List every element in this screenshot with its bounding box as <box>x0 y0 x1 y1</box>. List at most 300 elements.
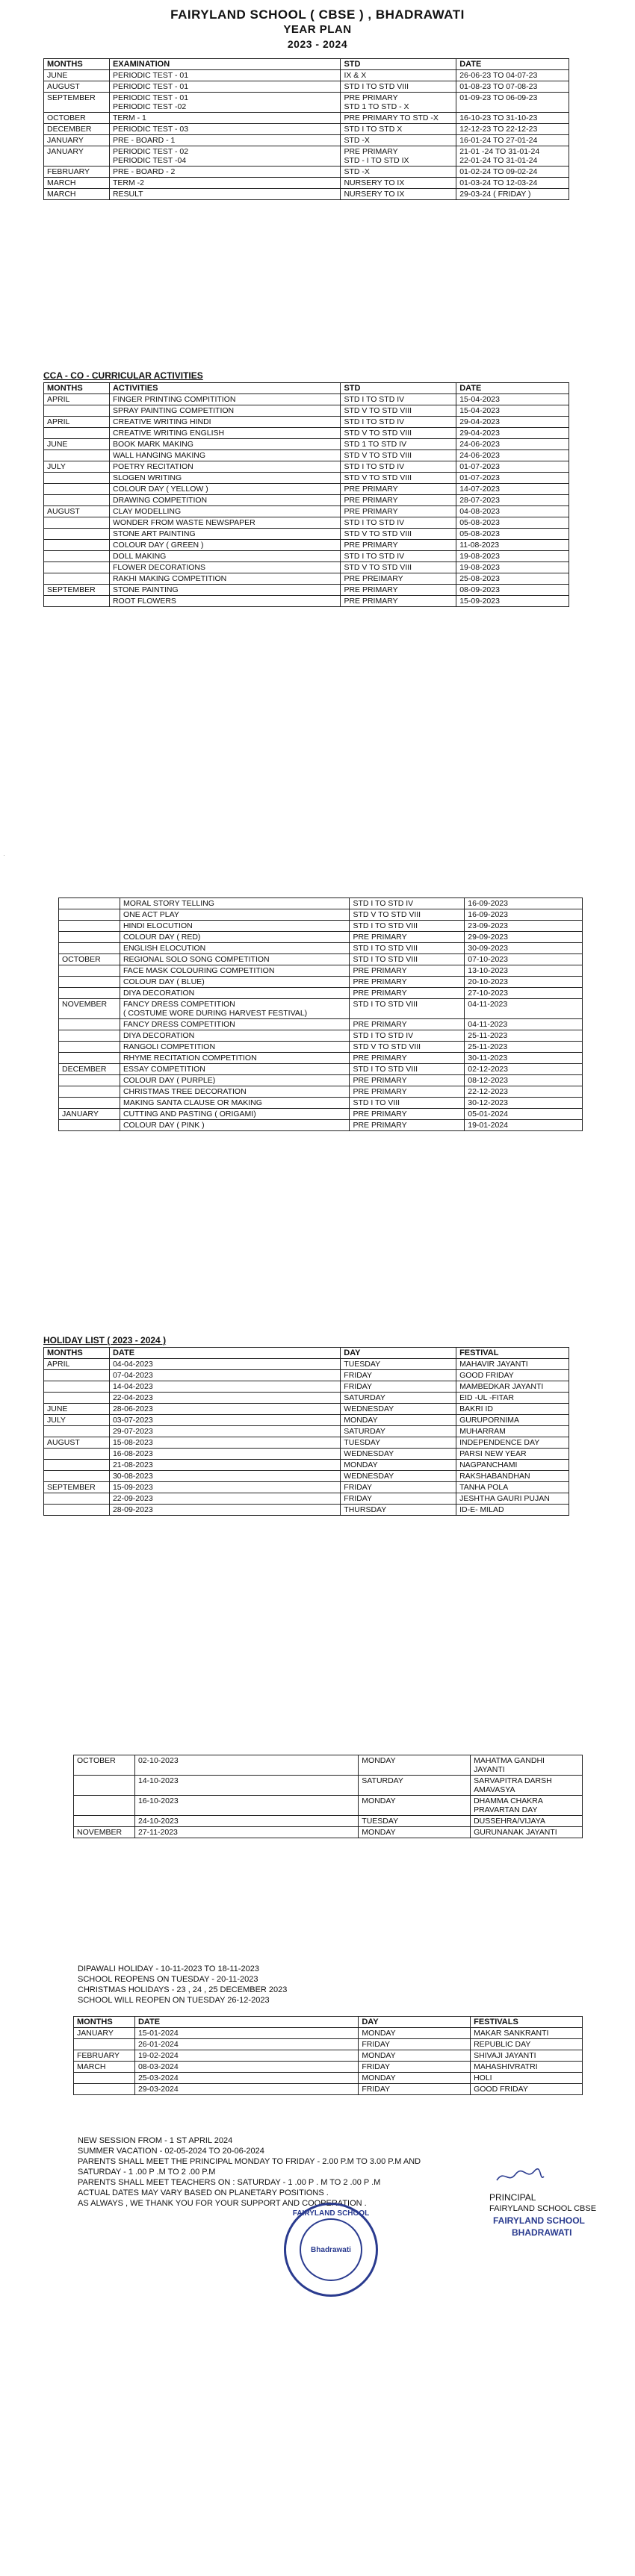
table-cell: 26-01-2024 <box>134 2039 358 2050</box>
table-row <box>44 113 569 124</box>
scan-mark: · <box>3 851 5 859</box>
table-cell: SHIVAJI JAYANTI <box>471 2050 583 2062</box>
table-cell: GOOD FRIDAY <box>456 1370 569 1381</box>
table-cell: 19-02-2024 <box>134 2050 358 2062</box>
table-cell: FRIDAY <box>341 1381 456 1393</box>
table-row <box>59 988 583 999</box>
table-cell: RAKHI MAKING COMPETITION <box>109 573 340 585</box>
holiday-title: HOLIDAY LIST ( 2023 - 2024 ) <box>43 1335 167 1345</box>
table-cell: JESHTHA GAURI PUJAN <box>456 1493 569 1505</box>
table-cell: MORAL STORY TELLING <box>120 898 350 909</box>
column-header: DAY <box>341 1348 456 1359</box>
table-cell <box>74 1816 135 1827</box>
table-cell: PRE PRIMARY <box>350 1120 465 1131</box>
table-cell: 01-07-2023 <box>456 473 569 484</box>
table-row <box>74 1776 583 1796</box>
column-header: DAY <box>359 2017 471 2028</box>
table-cell: 05-08-2023 <box>456 529 569 540</box>
table-cell: PRE PRIMARY <box>350 1075 465 1086</box>
table-row <box>59 943 583 954</box>
table-row <box>44 484 569 495</box>
table-cell: COLOUR DAY ( PURPLE) <box>120 1075 350 1086</box>
table-cell: JUNE <box>44 439 110 450</box>
table-row <box>59 1075 583 1086</box>
table-cell: PRE - BOARD - 1 <box>109 135 340 146</box>
column-header: MONTHS <box>44 383 110 394</box>
table-cell: ONE ACT PLAY <box>120 909 350 921</box>
table-cell <box>59 965 120 977</box>
table-cell <box>44 517 110 529</box>
table-cell: 28-09-2023 <box>109 1505 340 1516</box>
table-cell: 04-11-2023 <box>465 999 583 1019</box>
table-cell <box>74 1776 135 1796</box>
table-row <box>44 93 569 113</box>
table-cell: AUGUST <box>44 1437 110 1449</box>
table-cell: MONDAY <box>359 2028 471 2039</box>
table-cell <box>44 484 110 495</box>
table-cell: PERIODIC TEST - 02 PERIODIC TEST -04 <box>109 146 340 167</box>
table-cell: COLOUR DAY ( GREEN ) <box>109 540 340 551</box>
table-cell: 03-07-2023 <box>109 1415 340 1426</box>
principal-signature <box>493 2165 545 2188</box>
holiday-table-continued <box>73 1755 583 1838</box>
table-cell: PERIODIC TEST - 01 <box>109 70 340 81</box>
table-cell: 25-08-2023 <box>456 573 569 585</box>
table-cell: 04-08-2023 <box>456 506 569 517</box>
table-cell <box>44 473 110 484</box>
plan-year: 2023 - 2024 <box>287 38 348 50</box>
table-cell: 30-11-2023 <box>465 1053 583 1064</box>
table-cell <box>59 1053 120 1064</box>
table-cell: 15-09-2023 <box>109 1482 340 1493</box>
table-cell <box>44 1381 110 1393</box>
table-cell: 16-10-2023 <box>134 1796 358 1816</box>
table-cell: FACE MASK COLOURING COMPETITION <box>120 965 350 977</box>
table-cell: FRIDAY <box>341 1482 456 1493</box>
table-cell: DOLL MAKING <box>109 551 340 562</box>
holiday-table-2024 <box>73 2016 583 2095</box>
table-cell: APRIL <box>44 1359 110 1370</box>
table-cell: NURSERY TO IX <box>341 189 456 200</box>
table-cell: RANGOLI COMPETITION <box>120 1042 350 1053</box>
table-cell: POETRY RECITATION <box>109 461 340 473</box>
table-cell <box>59 977 120 988</box>
table-row <box>74 2028 583 2039</box>
table-cell <box>44 573 110 585</box>
table-cell: BOOK MARK MAKING <box>109 439 340 450</box>
table-cell: 25-11-2023 <box>465 1042 583 1053</box>
table-cell: STD I TO STD VIII <box>350 1064 465 1075</box>
table-cell: 29-04-2023 <box>456 417 569 428</box>
table-cell: AUGUST <box>44 506 110 517</box>
table-cell: JANUARY <box>44 146 110 167</box>
table-cell: 11-08-2023 <box>456 540 569 551</box>
table-cell: INDEPENDENCE DAY <box>456 1437 569 1449</box>
table-cell <box>59 932 120 943</box>
table-row <box>74 2062 583 2073</box>
table-cell: MONDAY <box>359 1796 471 1816</box>
table-cell: OCTOBER <box>44 113 110 124</box>
exam-table-header <box>44 59 569 70</box>
table-row <box>44 551 569 562</box>
table-row <box>59 999 583 1019</box>
table-cell: DIYA DECORATION <box>120 1030 350 1042</box>
table-row <box>44 1482 569 1493</box>
table-cell: FRIDAY <box>341 1370 456 1381</box>
table-row <box>44 124 569 135</box>
column-header: MONTHS <box>44 1348 110 1359</box>
table-cell <box>44 1426 110 1437</box>
school-name: FAIRYLAND SCHOOL ( CBSE ) , BHADRAWATI <box>170 7 465 22</box>
table-cell: SEPTEMBER <box>44 1482 110 1493</box>
table-cell: TUESDAY <box>359 1816 471 1827</box>
table-cell: PRE PRIMARY TO STD -X <box>341 113 456 124</box>
cca-table-continued <box>58 897 583 1131</box>
table-cell <box>59 898 120 909</box>
column-header: ACTIVITIES <box>109 383 340 394</box>
table-row <box>59 977 583 988</box>
table-cell: 02-10-2023 <box>134 1755 358 1776</box>
table-cell: SARVAPITRA DARSH AMAVASYA <box>471 1776 583 1796</box>
table-row <box>59 1053 583 1064</box>
table-cell: DECEMBER <box>44 124 110 135</box>
table-cell: MONDAY <box>359 2050 471 2062</box>
table-cell: 29-07-2023 <box>109 1426 340 1437</box>
table-cell: CUTTING AND PASTING ( ORIGAMI) <box>120 1109 350 1120</box>
table-cell: PERIODIC TEST - 01 PERIODIC TEST -02 <box>109 93 340 113</box>
table-cell: HOLI <box>471 2073 583 2084</box>
table-cell: TUESDAY <box>341 1359 456 1370</box>
page-2 <box>0 896 635 1702</box>
table-cell: PRE PRIMARY <box>350 988 465 999</box>
table-row <box>44 1370 569 1381</box>
table-cell: 19-01-2024 <box>465 1120 583 1131</box>
table-row <box>74 2039 583 2050</box>
table-row <box>44 461 569 473</box>
table-cell: 29-04-2023 <box>456 428 569 439</box>
table-cell: TERM -2 <box>109 178 340 189</box>
table-row <box>44 189 569 200</box>
table-row <box>74 2050 583 2062</box>
table-cell: DHAMMA CHAKRA PRAVARTAN DAY <box>471 1796 583 1816</box>
table-row <box>44 1415 569 1426</box>
table-cell: 29-03-2024 <box>134 2084 358 2095</box>
table-row <box>59 898 583 909</box>
table-cell: JANUARY <box>74 2028 135 2039</box>
table-cell: 07-04-2023 <box>109 1370 340 1381</box>
table-cell: 02-12-2023 <box>465 1064 583 1075</box>
table-cell: 04-04-2023 <box>109 1359 340 1370</box>
page-3 <box>0 1740 635 2569</box>
table-cell <box>59 1042 120 1053</box>
table-cell: SATURDAY <box>341 1426 456 1437</box>
table-cell: PRE - BOARD - 2 <box>109 167 340 178</box>
table-cell: 15-04-2023 <box>456 394 569 405</box>
principal-line1: FAIRYLAND SCHOOL CBSE <box>489 2204 597 2213</box>
table-cell: SEPTEMBER <box>44 585 110 596</box>
table-cell: ROOT FLOWERS <box>109 596 340 607</box>
table-cell: 19-08-2023 <box>456 551 569 562</box>
table-row <box>44 178 569 189</box>
table-row <box>59 1086 583 1098</box>
principal-line3: BHADRAWATI <box>512 2227 572 2238</box>
table-row <box>59 1109 583 1120</box>
table-cell <box>44 450 110 461</box>
table-cell: OCTOBER <box>59 954 120 965</box>
table-cell: 26-06-23 TO 04-07-23 <box>456 70 569 81</box>
table-cell <box>74 1796 135 1816</box>
table-cell: STD I TO STD VIII <box>341 81 456 93</box>
table-row <box>44 506 569 517</box>
table-cell: 21-01 -24 TO 31-01-24 22-01-24 TO 31-01-24 <box>456 146 569 167</box>
table-cell: STD I TO STD IV <box>341 461 456 473</box>
table-row <box>44 70 569 81</box>
table-cell: 08-12-2023 <box>465 1075 583 1086</box>
table-cell: 14-10-2023 <box>134 1776 358 1796</box>
table-cell: WONDER FROM WASTE NEWSPAPER <box>109 517 340 529</box>
table-cell: DUSSEHRA/VIJAYA <box>471 1816 583 1827</box>
table-row <box>44 529 569 540</box>
table-row <box>74 1796 583 1816</box>
table-cell: PRE PRIMARY <box>350 1019 465 1030</box>
table-cell: 04-11-2023 <box>465 1019 583 1030</box>
table-cell: REGIONAL SOLO SONG COMPETITION <box>120 954 350 965</box>
table-cell <box>44 1393 110 1404</box>
table-cell: 30-09-2023 <box>465 943 583 954</box>
table-cell <box>59 909 120 921</box>
table-cell: 01-03-24 TO 12-03-24 <box>456 178 569 189</box>
table-cell: PRE PRIMARY <box>341 540 456 551</box>
table-cell: COLOUR DAY ( BLUE) <box>120 977 350 988</box>
table-cell: MUHARRAM <box>456 1426 569 1437</box>
column-header: DATE <box>456 383 569 394</box>
holiday-table <box>43 1347 569 1516</box>
table-cell: RAKSHABANDHAN <box>456 1471 569 1482</box>
table-cell: ESSAY COMPETITION <box>120 1064 350 1075</box>
table-cell: THURSDAY <box>341 1505 456 1516</box>
table-cell: PRE PRIMARY STD 1 TO STD - X <box>341 93 456 113</box>
table-cell: STD I TO STD IV <box>341 394 456 405</box>
table-cell: PRE PRIMARY <box>350 932 465 943</box>
table-cell: MAMBEDKAR JAYANTI <box>456 1381 569 1393</box>
table-cell: CLAY MODELLING <box>109 506 340 517</box>
table-cell: 16-08-2023 <box>109 1449 340 1460</box>
table-cell: 27-11-2023 <box>134 1827 358 1838</box>
table-row <box>44 81 569 93</box>
table-row <box>44 450 569 461</box>
table-cell: 16-01-24 TO 27-01-24 <box>456 135 569 146</box>
table-cell: CREATIVE WRITING HINDI <box>109 417 340 428</box>
table-cell: STD -X <box>341 135 456 146</box>
table-cell: DIYA DECORATION <box>120 988 350 999</box>
table-cell <box>59 1086 120 1098</box>
table-cell: STD I TO VIII <box>350 1098 465 1109</box>
table-cell: 05-01-2024 <box>465 1109 583 1120</box>
table-row <box>59 1120 583 1131</box>
table-row <box>59 1030 583 1042</box>
table-cell: STD I TO STD VIII <box>350 954 465 965</box>
table-cell: IX & X <box>341 70 456 81</box>
table-cell: FRIDAY <box>341 1493 456 1505</box>
table-cell: NOVEMBER <box>59 999 120 1019</box>
table-cell: AUGUST <box>44 81 110 93</box>
table-cell: CHRISTMAS TREE DECORATION <box>120 1086 350 1098</box>
plan-title: YEAR PLAN <box>283 23 352 36</box>
table-row <box>59 965 583 977</box>
table-cell: STD V TO STD VIII <box>341 473 456 484</box>
table-cell: TANHA POLA <box>456 1482 569 1493</box>
table-row <box>44 417 569 428</box>
table-row <box>44 1426 569 1437</box>
table-cell: 23-09-2023 <box>465 921 583 932</box>
table-row <box>59 1098 583 1109</box>
table-cell: FANCY DRESS COMPETITION <box>120 1019 350 1030</box>
table-cell: 29-03-24 ( FRIDAY ) <box>456 189 569 200</box>
table-cell: 05-08-2023 <box>456 517 569 529</box>
table-cell: MARCH <box>74 2062 135 2073</box>
column-header: FESTIVALS <box>471 2017 583 2028</box>
table-cell <box>74 2084 135 2095</box>
table-cell: 01-09-23 TO 06-09-23 <box>456 93 569 113</box>
table-cell: 14-07-2023 <box>456 484 569 495</box>
table-cell: TERM - 1 <box>109 113 340 124</box>
table-cell: 24-10-2023 <box>134 1816 358 1827</box>
table-row <box>44 1460 569 1471</box>
table-cell: WALL HANGING MAKING <box>109 450 340 461</box>
table-cell <box>74 2073 135 2084</box>
table-cell: MONDAY <box>341 1415 456 1426</box>
table-cell: FLOWER DECORATIONS <box>109 562 340 573</box>
table-cell: 15-09-2023 <box>456 596 569 607</box>
table-cell: STD V TO STD VIII <box>350 1042 465 1053</box>
table-cell: 24-06-2023 <box>456 450 569 461</box>
table-cell: PRE PRIMARY <box>350 1109 465 1120</box>
table-cell: HINDI ELOCUTION <box>120 921 350 932</box>
table-cell: MAKAR SANKRANTI <box>471 2028 583 2039</box>
table-cell: STD I TO STD VIII <box>350 921 465 932</box>
table-row <box>44 1381 569 1393</box>
principal-title: PRINCIPAL <box>489 2192 536 2203</box>
table-cell: APRIL <box>44 417 110 428</box>
table-row <box>74 1755 583 1776</box>
table-cell: 25-11-2023 <box>465 1030 583 1042</box>
table-row <box>44 439 569 450</box>
session-notes: NEW SESSION FROM - 1 ST APRIL 2024 SUMMER VACATION - 02-05-2024 TO 20-06-2024 PARENTS SHALL MEET THE PRINCIPAL MONDAY TO FRIDAY - 2.00 P.M TO 3.00 P.M AND SATURDAY - 1 .00 P .M TO 2 .00 P.M PARENTS SHALL MEET TEACHERS ON : SATURDAY - 1 .00 P . M TO 2 .00 P .M ACTUAL DATES MAY VARY BASED ON PLANETARY POSITIONS . AS ALWAYS , WE THANK YOU FOR YOUR SUPPORT AND COOPERATION . <box>78 2136 421 2208</box>
table-cell: PRE PRIMARY <box>341 506 456 517</box>
table-cell <box>44 1505 110 1516</box>
stamp-inner-ring <box>300 2218 362 2281</box>
table-cell: PRE PRIMARY <box>350 965 465 977</box>
table-cell: JUNE <box>44 70 110 81</box>
table-cell: SPRAY PAINTING COMPETITION <box>109 405 340 417</box>
column-header: DATE <box>134 2017 358 2028</box>
table-cell: NURSERY TO IX <box>341 178 456 189</box>
table-cell <box>44 1471 110 1482</box>
table-cell: STD I TO STD X <box>341 124 456 135</box>
holiday-notes: DIPAWALI HOLIDAY - 10-11-2023 TO 18-11-2023 SCHOOL REOPENS ON TUESDAY - 20-11-2023 CHRISTMAS HOLIDAYS - 23 , 24 , 25 DECEMBER 2023 SCHOOL WILL REOPEN ON TUESDAY 26-12-2023 <box>78 1964 288 2005</box>
table-cell: 01-02-24 TO 09-02-24 <box>456 167 569 178</box>
column-header: DATE <box>456 59 569 70</box>
table-cell: WEDNESDAY <box>341 1471 456 1482</box>
table-cell: 01-08-23 TO 07-08-23 <box>456 81 569 93</box>
table-cell: PRE PRIMARY <box>350 1053 465 1064</box>
table-cell: 14-04-2023 <box>109 1381 340 1393</box>
table-cell: 15-08-2023 <box>109 1437 340 1449</box>
table-cell: FINGER PRINTING COMPITITION <box>109 394 340 405</box>
table-cell: PRE PRIMARY STD - I TO STD IX <box>341 146 456 167</box>
table-row <box>44 146 569 167</box>
table-row <box>44 1359 569 1370</box>
table-cell: MAKING SANTA CLAUSE OR MAKING <box>120 1098 350 1109</box>
table-cell: 19-08-2023 <box>456 562 569 573</box>
table-cell: JANUARY <box>44 135 110 146</box>
table-cell <box>44 1449 110 1460</box>
table-cell <box>44 596 110 607</box>
table-cell: TUESDAY <box>341 1437 456 1449</box>
table-cell: WEDNESDAY <box>341 1449 456 1460</box>
table-cell: STD V TO STD VIII <box>341 428 456 439</box>
table-cell <box>59 943 120 954</box>
table-cell: DRAWING COMPETITION <box>109 495 340 506</box>
column-header: STD <box>341 59 456 70</box>
table-cell: EID -UL -FITAR <box>456 1393 569 1404</box>
table-cell: 07-10-2023 <box>465 954 583 965</box>
table-cell: 15-01-2024 <box>134 2028 358 2039</box>
table-row <box>44 1437 569 1449</box>
table-row <box>44 1449 569 1460</box>
column-header: EXAMINATION <box>109 59 340 70</box>
table-cell: 08-03-2024 <box>134 2062 358 2073</box>
table-cell: PRE PRIMARY <box>341 585 456 596</box>
table-row <box>44 585 569 596</box>
table-cell: REPUBLIC DAY <box>471 2039 583 2050</box>
table-cell: NAGPANCHAMI <box>456 1460 569 1471</box>
table-cell: JULY <box>44 461 110 473</box>
table-cell: APRIL <box>44 394 110 405</box>
table-row <box>74 1827 583 1838</box>
table-cell: JULY <box>44 1415 110 1426</box>
table-cell: 28-07-2023 <box>456 495 569 506</box>
table-cell: FRIDAY <box>359 2084 471 2095</box>
column-header: MONTHS <box>44 59 110 70</box>
table-cell: MAHATMA GANDHI JAYANTI <box>471 1755 583 1776</box>
table-cell: GURUPORNIMA <box>456 1415 569 1426</box>
table-cell <box>44 1493 110 1505</box>
table-cell: JANUARY <box>59 1109 120 1120</box>
table-cell <box>44 529 110 540</box>
table-cell: FRIDAY <box>359 2062 471 2073</box>
table-row <box>74 1816 583 1827</box>
table-cell: PRE PRIMARY <box>341 596 456 607</box>
table-cell: 25-03-2024 <box>134 2073 358 2084</box>
principal-line2: FAIRYLAND SCHOOL <box>493 2215 585 2226</box>
table-cell <box>74 2039 135 2050</box>
column-header: STD <box>341 383 456 394</box>
cca-table-header <box>44 383 569 394</box>
stamp-inner-text: Bhadrawati <box>311 2245 351 2254</box>
table-cell <box>59 1098 120 1109</box>
table-row <box>44 1493 569 1505</box>
table-cell: STONE ART PAINTING <box>109 529 340 540</box>
table-row <box>44 135 569 146</box>
table-cell: STD 1 TO STD IV <box>341 439 456 450</box>
table-cell: 27-10-2023 <box>465 988 583 999</box>
table-cell: ENGLISH ELOCUTION <box>120 943 350 954</box>
table-cell: PRE PREIMARY <box>341 573 456 585</box>
table-row <box>59 1042 583 1053</box>
table-cell: SLOGEN WRITING <box>109 473 340 484</box>
table-row <box>44 405 569 417</box>
